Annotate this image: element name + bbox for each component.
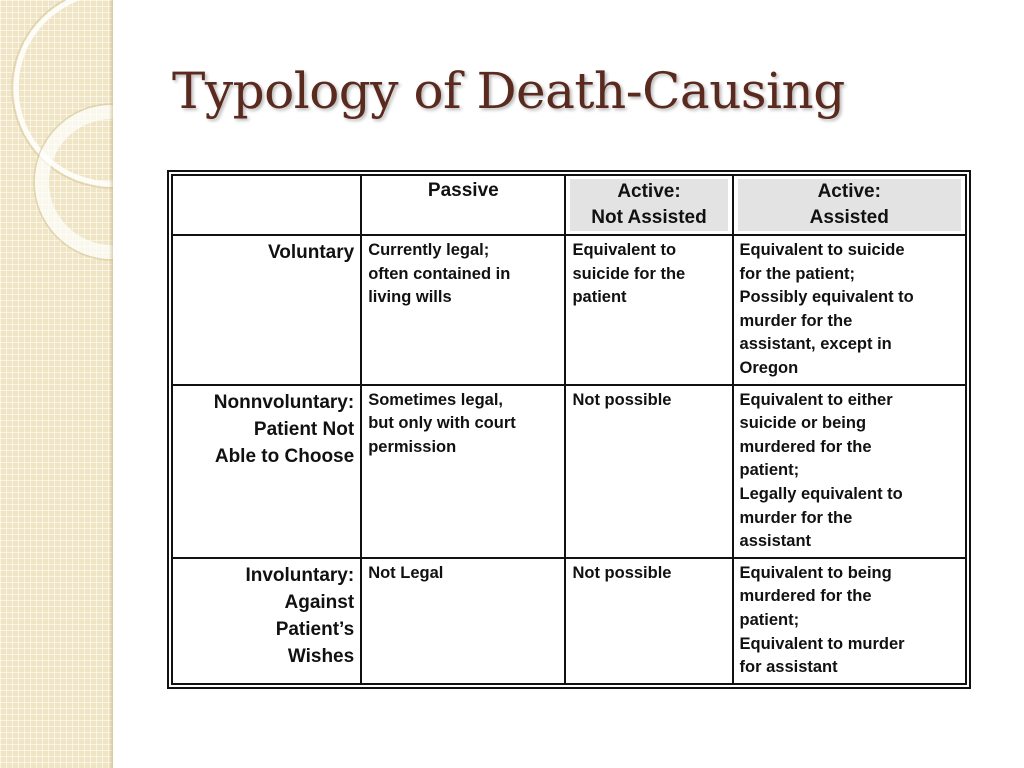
- table-row: [172, 385, 966, 558]
- cell-line: Oregon: [739, 358, 799, 377]
- cell-line: suicide or being: [739, 414, 867, 433]
- cell-line: Equivalent to either: [739, 390, 893, 409]
- cell-voluntary-active-not-assisted: [565, 235, 732, 385]
- decorative-side-panel: [0, 0, 113, 768]
- cell-line: often contained in: [368, 264, 511, 283]
- row-label-nonvoluntary: [172, 385, 361, 558]
- cell-line: Equivalent to murder: [739, 634, 905, 653]
- row-label-line: Involuntary:: [245, 564, 355, 586]
- row-label-involuntary: [172, 558, 361, 684]
- row-label-line: Patient’s: [275, 618, 355, 640]
- cell-nonvoluntary-active-assisted: [733, 385, 966, 558]
- row-label-line: Patient Not: [253, 418, 355, 440]
- row-label-line: Against: [284, 591, 355, 613]
- cell-line: Equivalent to: [572, 241, 677, 259]
- cell-line: Sometimes legal,: [368, 390, 503, 409]
- header-line: Active:: [817, 181, 881, 202]
- row-label-voluntary: [172, 235, 361, 385]
- cell-line: assistant, except in: [739, 335, 892, 354]
- header-row: [172, 175, 966, 235]
- cell-line: but only with court: [368, 414, 516, 433]
- row-label-line: Wishes: [287, 645, 355, 667]
- cell-line: murder for the: [739, 311, 853, 330]
- table-row: [172, 235, 966, 385]
- cell-line: Equivalent to suicide: [739, 241, 905, 259]
- cell-involuntary-active-not-assisted: Not possible: [565, 558, 732, 684]
- cell-line: murdered for the: [739, 437, 872, 456]
- header-passive: Passive: [361, 175, 565, 235]
- cell-involuntary-active-assisted: [733, 558, 966, 684]
- cell-line: patient;: [739, 461, 800, 480]
- cell-nonvoluntary-active-not-assisted: Not possible: [565, 385, 732, 558]
- header-line: Active:: [617, 181, 681, 202]
- cell-line: Legally equivalent to: [739, 484, 903, 503]
- cell-line: suicide for the: [572, 264, 686, 283]
- cell-nonvoluntary-passive: [361, 385, 565, 558]
- cell-line: Possibly equivalent to: [739, 288, 914, 307]
- cell-line: patient: [572, 288, 627, 307]
- header-active-assisted: [733, 175, 966, 235]
- table-row: [172, 558, 966, 684]
- cell-line: Equivalent to being: [739, 563, 892, 582]
- header-active-not-assisted: [565, 175, 732, 235]
- cell-involuntary-passive: Not Legal: [361, 558, 565, 684]
- cell-line: patient;: [739, 610, 800, 629]
- cell-voluntary-active-assisted: [733, 235, 966, 385]
- cell-voluntary-passive: [361, 235, 565, 385]
- cell-line: assistant: [739, 532, 812, 551]
- cell-line: murder for the: [739, 508, 853, 527]
- header-empty-cell: [172, 175, 361, 235]
- cell-line: living wills: [368, 288, 452, 307]
- row-label-line: Able to Choose: [214, 445, 355, 467]
- typology-table: [167, 170, 971, 689]
- row-label-line: Nonnvoluntary:: [213, 391, 355, 413]
- cell-line: permission: [368, 437, 457, 456]
- page-title: Typology of Death-Causing: [172, 62, 845, 120]
- decorative-circles: [0, 0, 113, 768]
- header-line: Assisted: [809, 207, 889, 228]
- row-label-line: Voluntary: [267, 242, 355, 263]
- cell-line: for assistant: [739, 658, 838, 677]
- header-line: Not Assisted: [591, 207, 707, 228]
- cell-line: Currently legal;: [368, 241, 490, 259]
- cell-line: for the patient;: [739, 264, 856, 283]
- cell-line: murdered for the: [739, 587, 872, 606]
